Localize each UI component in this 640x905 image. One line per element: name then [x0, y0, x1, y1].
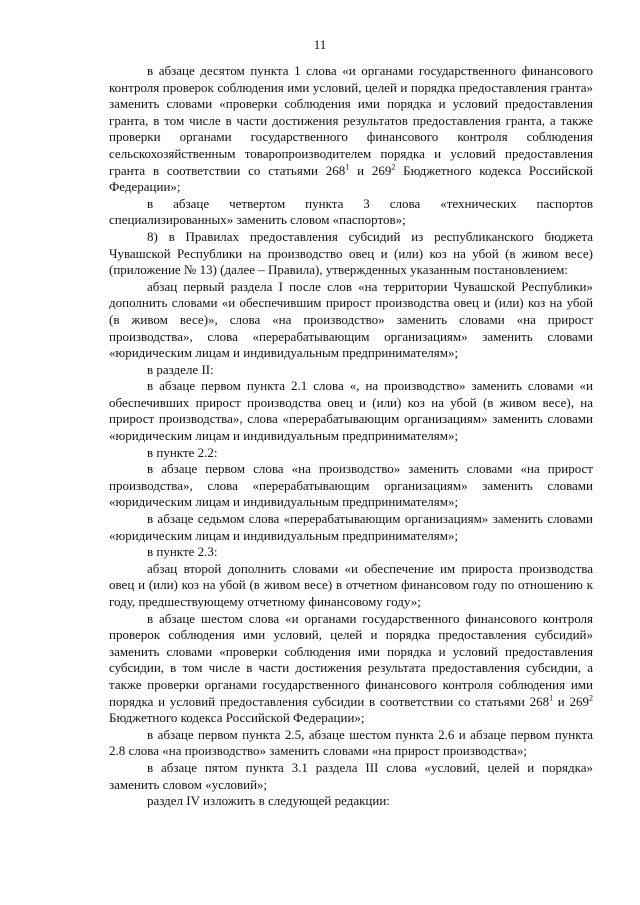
paragraph: в разделе II: — [147, 361, 214, 377]
paragraph: в абзаце шестом слова «и органами государственного финансового контроля проверок соблюдения ими условий, целей и порядка предоставления субсидий» заменить словами «проверки соблюдения ими порядка и условий предоставления субсидии, в том числе в части достижения результата предоставления субсидии, а также проверки органами государственного финансового контроля соблюдения ими порядка и условий предоставления субсидии в соответствии со статьями $268^1$ и $269^2$ Бюджетного кодекса Российской Федерации»; — [109, 610, 593, 726]
paragraph: 8) в Правилах предоставления субсидий из республиканского бюджета Чувашской Республики на производство овец и (или) коз на убой (в живом весе) (приложение № 13) (далее – Правила), утвержденных указанным постановлением: — [109, 228, 593, 278]
paragraph: в абзаце первом пункта 2.1 слова «, на производство» заменить словами «и обеспечивших прирост производства овец и (или) коз на убой (в живом весе), на прирост производства», слова «перерабатывающим организациям» заменить словами «юридическим лицам и индивидуальным предпринимателям»; — [109, 378, 593, 444]
paragraph: раздел IV изложить в следующей редакции: — [147, 793, 390, 809]
document-body — [109, 63, 593, 810]
paragraph: в абзаце пятом пункта 3.1 раздела III слова «условий, целей и порядка» заменить словом «условий»; — [109, 759, 593, 792]
paragraph: в пункте 2.3: — [147, 544, 218, 560]
paragraph: абзац второй дополнить словами «и обеспечение им прироста производства овец и (или) коз на убой (в живом весе) в отчетном финансовом году по отношению к году, предшествующему отчетному финансовому году»; — [109, 560, 593, 609]
paragraph: в абзаце десятом пункта 1 слова «и органами государственного финансового контроля проверок соблюдения ими условий, целей и порядка предоставления гранта» заменить словами «проверки соблюдения ими порядка и условий предоставления гранта, в том числе в части достижения результатов предоставления гранта, а также проверки органами государственного финансового контроля соблюдения сельскохозяйственным товаропроизводителем порядка и условий предоставления гранта в соответствии со статьями $268^1$ и $269^2$ Бюджетного кодекса Российской Федерации»; — [109, 63, 593, 195]
paragraph: в пункте 2.2: — [147, 444, 218, 460]
paragraph: абзац первый раздела I после слов «на территории Чувашской Республики» дополнить словами «и обеспечившим прирост производства овец и (или) коз на убой (в живом весе)», слова «на производство» заменить словами «на прирост производства», слова «перерабатывающим организациям» заменить словами «юридическим лицам и индивидуальным предпринимателям»; — [109, 278, 593, 361]
paragraph: в абзаце первом слова «на производство» заменить словами «на прирост производства», слова «перерабатывающим организациям» заменить словами «юридическим лицам и индивидуальным предпринимателям»; — [109, 461, 593, 510]
paragraph: в абзаце седьмом слова «перерабатывающим организациям» заменить словами «юридическим лицам и индивидуальным предпринимателям»; — [109, 511, 593, 543]
paragraph: в абзаце четвертом пункта 3 слова «технических паспортов специализированных» заменить словом «паспортов»; — [109, 195, 593, 228]
page-number: 11 — [313, 37, 327, 52]
paragraph: в абзаце первом пункта 2.5, абзаце шестом пункта 2.6 и абзаце первом пункта 2.8 слова «на производство» заменить словами «на прирост производства»; — [109, 726, 593, 759]
